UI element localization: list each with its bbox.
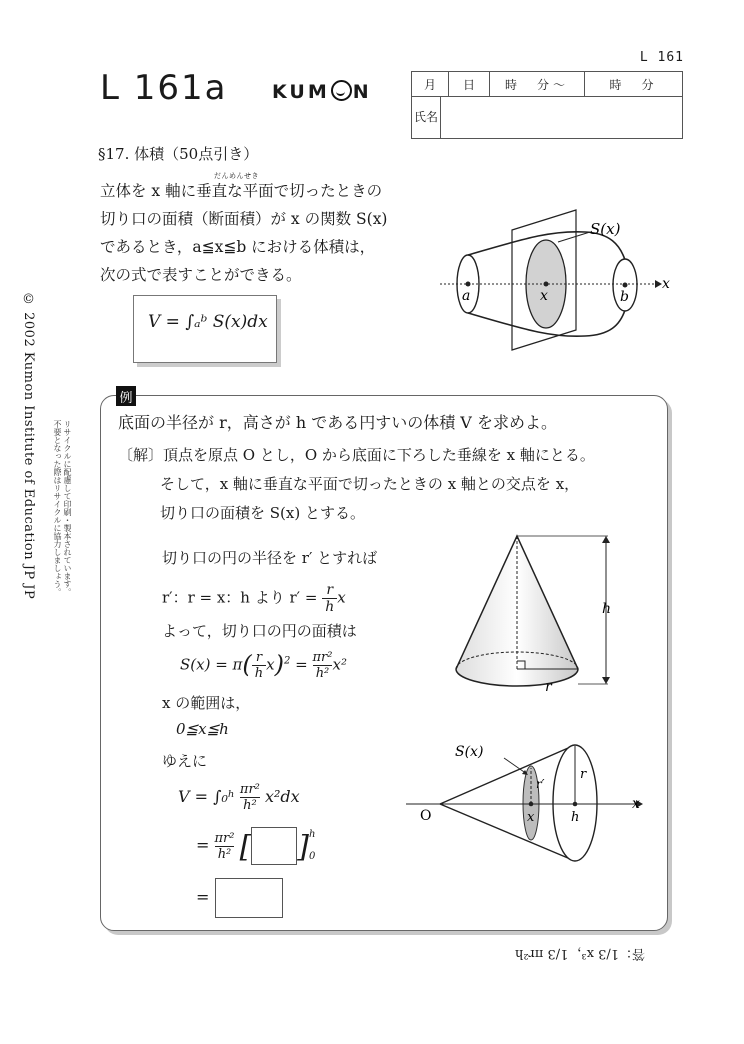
answer-box-1[interactable] <box>251 827 297 865</box>
copyright-text: © 2002 Kumon Institute of Education JP JP <box>21 292 36 600</box>
volume-formula: V = ∫ₐᵇ S(x)dx <box>148 312 268 332</box>
time-from-label: 時 分〜 <box>490 72 585 96</box>
svg-text:x: x <box>540 288 548 304</box>
svg-text:h: h <box>602 601 612 617</box>
step-area-text: よって，切り口の円の面積は <box>162 622 357 640</box>
cone-slice-figure <box>400 740 650 865</box>
ruby-annotation: だんめんせき <box>214 172 259 180</box>
svg-text:x: x <box>632 796 640 812</box>
svg-text:a: a <box>462 288 471 304</box>
section-title: §17. 体積（50点引き） <box>98 145 259 163</box>
answer-key: 答：1/3 x³，1/3 πr²h <box>515 946 645 961</box>
intro-text: 立体を x 軸に垂直な平面で切ったときの 切り口の面積（断面積）が x の関数 S(x) であるとき，a≦x≦b における体積は， 次の式で表すことができる。 <box>100 182 388 284</box>
step-radius: 切り口の円の半径を r′ とすれば <box>162 549 378 567</box>
solution-line-1: 〔解〕頂点を原点 O とし，O から底面に下ろした垂線を x 軸にとる。 <box>118 446 595 464</box>
svg-text:r′: r′ <box>536 777 545 791</box>
day-label: 日 <box>449 72 490 96</box>
bracket-step: = $\frac{\text{πr²}}{\text{h²}}$ [ ] h 0 <box>196 829 316 865</box>
svg-text:x: x <box>527 810 535 825</box>
range-value: 0≦x≦h <box>176 720 229 738</box>
cone-figure <box>450 528 630 703</box>
time-to-label: 時 分 <box>609 77 658 92</box>
month-label: 月 <box>412 72 449 96</box>
svg-text:b: b <box>620 289 629 305</box>
svg-text:h: h <box>571 810 580 825</box>
therefore-text: ゆえに <box>162 752 208 770</box>
range-text: x の範囲は， <box>162 694 251 712</box>
solution-line-3: 切り口の面積を S(x) とする。 <box>160 504 365 522</box>
student-info-box <box>411 71 683 139</box>
step-ratio: r′：r = x：h より r′ = $\frac{r}{h}$ x <box>162 582 346 615</box>
solution-line-2: そして，x 軸に垂直な平面で切ったときの x 軸との交点を x， <box>160 475 580 493</box>
svg-text:r: r <box>580 767 587 782</box>
answer-box-2[interactable] <box>215 878 283 918</box>
formula-box <box>133 295 277 363</box>
sx-label-2: S(x) <box>455 744 484 760</box>
page-title: L 161a <box>100 68 228 108</box>
example-tag: 例 <box>116 386 136 406</box>
recycle-note: リサイクルに配慮して印刷・製本されています。 不要となった際はリサイクルに協力しましょう。 <box>53 420 72 596</box>
volume-integral: V = ∫₀ʰ $\frac{\text{πr²}}{\text{h²}}$ x²dx <box>178 782 300 813</box>
name-label: 氏名 <box>412 97 441 138</box>
final-step: = <box>196 878 283 918</box>
kumon-logo: KUM N <box>272 81 372 103</box>
sx-label: S(x) <box>590 220 621 238</box>
page-code-small: L 161 <box>639 50 684 65</box>
area-formula: S(x) = π( $\frac{r}{h}$ x)$^2$ = $\frac{\text{πr²}}{\text{h²}}$ x² <box>180 650 347 681</box>
solid-cross-section-figure <box>440 200 672 360</box>
svg-text:x: x <box>662 276 670 292</box>
svg-text:O: O <box>420 808 432 824</box>
smile-o-icon <box>331 80 352 101</box>
svg-text:r: r <box>545 679 552 695</box>
example-problem: 底面の半径が r，高さが h である円すいの体積 V を求めよ。 <box>118 413 557 432</box>
